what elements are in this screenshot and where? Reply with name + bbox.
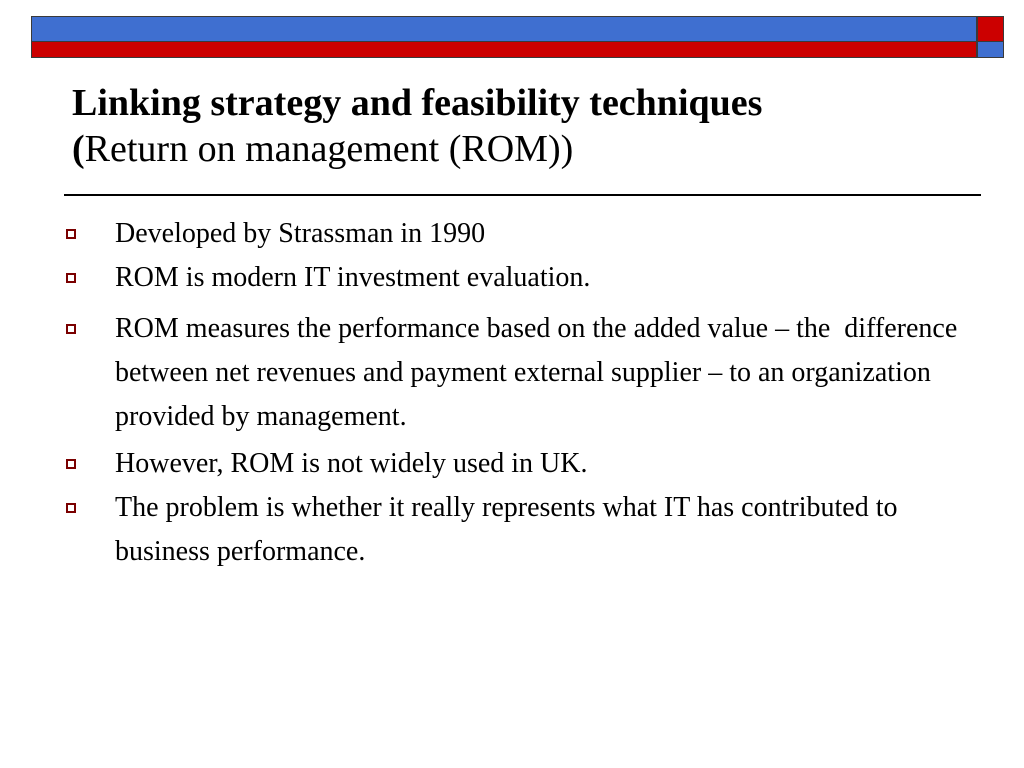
banner-corner-divider bbox=[977, 16, 978, 58]
title-divider bbox=[64, 194, 981, 196]
subtitle-text: Return on management (ROM)) bbox=[84, 128, 574, 170]
slide-title-block bbox=[72, 80, 972, 172]
bullet-text: However, ROM is not widely used in UK. bbox=[115, 448, 588, 479]
list-item bbox=[66, 486, 966, 574]
bullet-text: The problem is whether it really represents what IT has contributed to business performance. bbox=[115, 492, 898, 567]
list-item bbox=[66, 442, 966, 486]
bullet-text: ROM is modern IT investment evaluation. bbox=[115, 262, 591, 293]
list-item bbox=[66, 212, 966, 256]
corner-red-square bbox=[977, 17, 1003, 42]
hollow-square-icon bbox=[66, 459, 76, 469]
hollow-square-icon bbox=[66, 503, 76, 513]
header-banner bbox=[31, 16, 977, 58]
banner-red-stripe bbox=[32, 42, 976, 57]
slide-subtitle bbox=[72, 126, 972, 172]
subtitle-open-paren: ( bbox=[72, 128, 85, 170]
bullet-text: ROM measures the performance based on the added value – the difference between net revenues and payment external supplier – to an organization provided by management. bbox=[115, 313, 958, 432]
slide-title: Linking strategy and feasibility techniques bbox=[72, 82, 763, 124]
banner-blue-stripe bbox=[32, 17, 976, 42]
corner-blue-square bbox=[977, 42, 1003, 57]
banner-corner-block bbox=[977, 16, 1004, 58]
hollow-square-icon bbox=[66, 229, 76, 239]
list-item bbox=[66, 256, 966, 300]
hollow-square-icon bbox=[66, 273, 76, 283]
bullet-list bbox=[66, 212, 966, 574]
hollow-square-icon bbox=[66, 324, 76, 334]
list-item bbox=[66, 307, 966, 439]
bullet-text: Developed by Strassman in 1990 bbox=[115, 218, 486, 249]
